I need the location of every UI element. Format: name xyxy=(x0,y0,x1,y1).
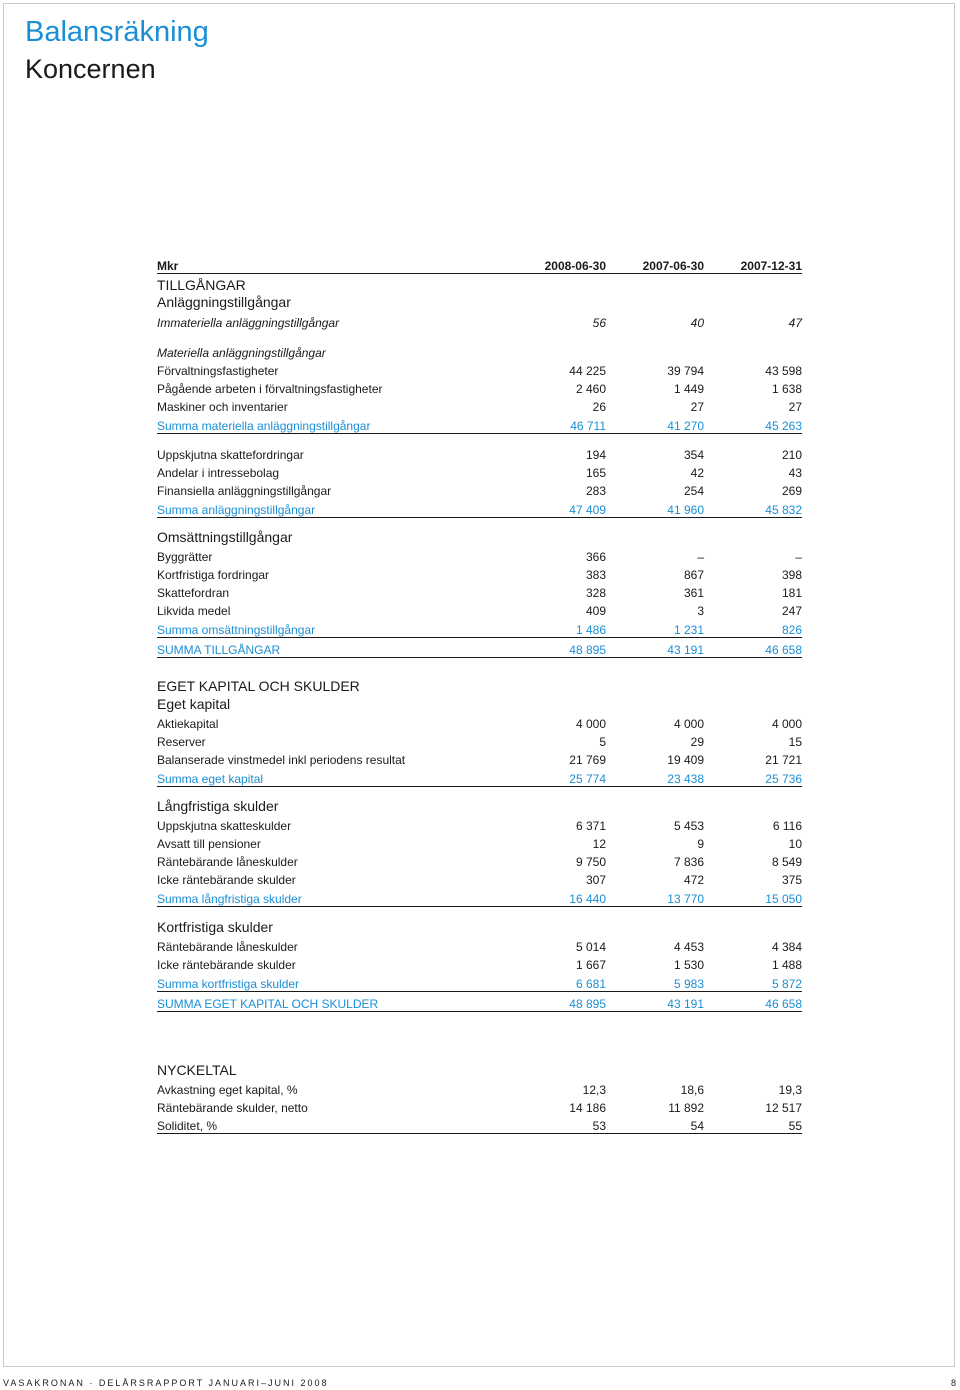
table-row: Räntebärande låneskulder 9 750 7 836 8 549 xyxy=(157,855,802,869)
table-row: Pågående arbeten i förvaltningsfastigheter 2 460 1 449 1 638 xyxy=(157,382,802,396)
table-row: Icke räntebärande skulder 1 667 1 530 1 488 xyxy=(157,958,802,972)
header-col: 2007-06-30 xyxy=(642,259,704,273)
section-heading: EGET KAPITAL OCH SKULDER xyxy=(157,678,360,694)
table-row: Finansiella anläggningstillgångar 283 254 269 xyxy=(157,484,802,498)
table-row: Skattefordran 328 361 181 xyxy=(157,586,802,600)
sum-row: Summa kortfristiga skulder 6 681 5 983 5 872 xyxy=(157,972,802,992)
subsection-heading: Kortfristiga skulder xyxy=(157,919,273,935)
table-row: Avkastning eget kapital, % 12,3 18,6 19,3 xyxy=(157,1083,802,1097)
table-row: Räntebärande skulder, netto 14 186 11 892 12 517 xyxy=(157,1101,802,1115)
sum-row: Summa eget kapital 25 774 23 438 25 736 xyxy=(157,767,802,787)
table-row: Likvida medel 409 3 247 xyxy=(157,604,802,618)
table-row: Icke räntebärande skulder 307 472 375 xyxy=(157,873,802,887)
table-row: Andelar i intressebolag 165 42 43 xyxy=(157,466,802,480)
section-heading: NYCKELTAL xyxy=(157,1062,237,1078)
sum-row: SUMMA TILLGÅNGAR 48 895 43 191 46 658 xyxy=(157,638,802,658)
section-heading: TILLGÅNGAR xyxy=(157,277,246,293)
table-row: Avsatt till pensioner 12 9 10 xyxy=(157,837,802,851)
page-number: 8 xyxy=(950,1378,956,1388)
table-row: Balanserade vinstmedel inkl periodens resultat 21 769 19 409 21 721 xyxy=(157,753,802,767)
table-row: Uppskjutna skatteskulder 6 371 5 453 6 116 xyxy=(157,819,802,833)
group-label: Materiella anläggningstillgångar xyxy=(157,346,326,360)
table-row: Aktiekapital 4 000 4 000 4 000 xyxy=(157,717,802,731)
table-row: Förvaltningsfastigheter 44 225 39 794 43 598 xyxy=(157,364,802,378)
header-col: 2008-06-30 xyxy=(544,259,606,273)
table-row: Byggrätter 366 – – xyxy=(157,550,802,564)
header-col: 2007-12-31 xyxy=(740,259,802,273)
sum-row: Summa långfristiga skulder 16 440 13 770 15 050 xyxy=(157,887,802,907)
page-subtitle: Koncernen xyxy=(25,54,156,84)
subsection-heading: Omsättningstillgångar xyxy=(157,529,293,545)
sum-row: Summa anläggningstillgångar 47 409 41 960 45 832 xyxy=(157,498,802,518)
header-unit: Mkr xyxy=(157,259,179,273)
table-row: Soliditet, % 53 54 55 xyxy=(157,1115,802,1134)
page-title: Balansräkning xyxy=(25,16,209,48)
footer-text: VASAKRONAN · DELÅRSRAPPORT JANUARI–JUNI 2008 xyxy=(3,1378,329,1388)
subsection-heading: Eget kapital xyxy=(157,696,231,712)
balance-sheet-table xyxy=(157,255,802,1134)
table-row: Reserver 5 29 15 xyxy=(157,735,802,749)
table-row: Uppskjutna skattefordringar 194 354 210 xyxy=(157,448,802,462)
table-row: Räntebärande låneskulder 5 014 4 453 4 384 xyxy=(157,940,802,954)
sum-row: Summa materiella anläggningstillgångar 46 711 41 270 45 263 xyxy=(157,414,802,434)
table-row: Maskiner och inventarier 26 27 27 xyxy=(157,400,802,414)
sum-row: Summa omsättningstillgångar 1 486 1 231 826 xyxy=(157,618,802,638)
subsection-heading: Långfristiga skulder xyxy=(157,798,279,814)
table-row: Immateriella anläggningstillgångar 56 40 47 xyxy=(157,316,802,330)
subsection-heading: Anläggningstillgångar xyxy=(157,294,291,310)
sum-row: SUMMA EGET KAPITAL OCH SKULDER 48 895 43 191 46 658 xyxy=(157,992,802,1012)
table-header xyxy=(157,255,802,274)
table-row: Kortfristiga fordringar 383 867 398 xyxy=(157,568,802,582)
